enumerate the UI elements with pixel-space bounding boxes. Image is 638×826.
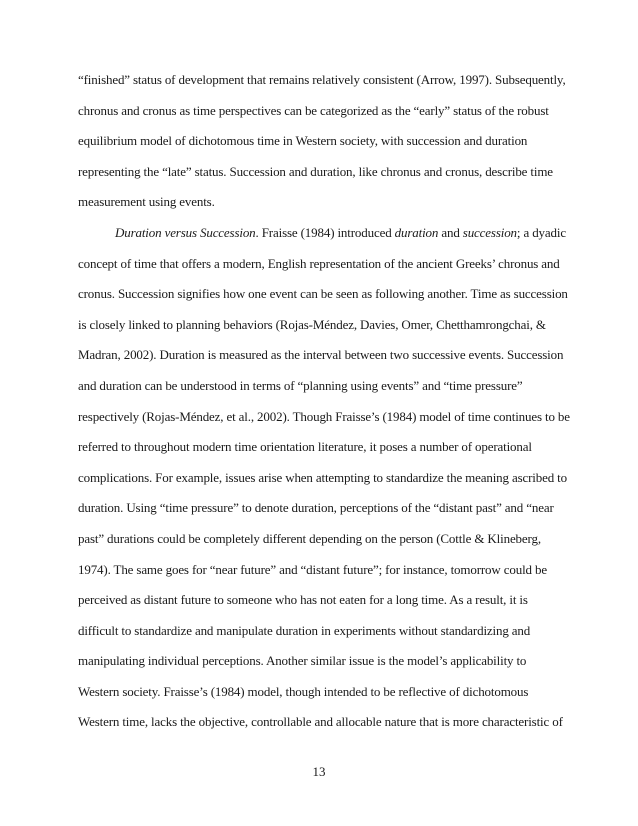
text-line: duration. Using “time pressure” to denote duration, perceptions of the “distant past” and “near	[78, 500, 554, 516]
text-span: and	[438, 224, 463, 240]
body-text	[78, 65, 570, 738]
text-line: representing the “late” status. Succession and duration, like chronus and cronus, describe time	[78, 163, 553, 179]
text-line: and duration can be understood in terms of “planning using events” and “time pressure”	[78, 377, 523, 393]
text-line: past” durations could be completely different depending on the person (Cottle & Klineberg,	[78, 530, 541, 546]
text-line: perceived as distant future to someone who has not eaten for a long time. As a result, it is	[78, 592, 528, 608]
text-line: Western time, lacks the objective, controllable and allocable nature that is more characteristic of	[78, 714, 563, 730]
paragraph-continued	[78, 65, 564, 218]
text-line: referred to throughout modern time orientation literature, it poses a number of operational	[78, 439, 532, 455]
text-span: ; a dyadic	[516, 224, 566, 240]
section-heading: Duration versus Succession	[115, 224, 256, 240]
text-line: “finished” status of development that remains relatively consistent (Arrow, 1997). Subsequently,	[78, 72, 566, 87]
term-duration: duration	[394, 224, 439, 240]
term-succession: succession	[462, 224, 517, 240]
text-line: difficult to standardize and manipulate duration in experiments without standardizing and	[78, 622, 531, 638]
text-line-first	[78, 218, 564, 249]
text-line: measurement using events.	[78, 194, 215, 210]
text-line: Madran, 2002). Duration is measured as the interval between two successive events. Succession	[78, 347, 564, 363]
text-line: Western society. Fraisse’s (1984) model, though intended to be reflective of dichotomous	[78, 683, 529, 699]
text-line: chronus and cronus as time perspectives can be categorized as the “early” status of the robust	[78, 102, 549, 118]
text-line: 1974). The same goes for “near future” and “distant future”; for instance, tomorrow could be	[78, 561, 547, 577]
text-line: complications. For example, issues arise when attempting to standardize the meaning ascribed to	[78, 469, 567, 485]
text-span: . Fraisse (1984) introduced	[255, 224, 395, 240]
text-line: concept of time that offers a modern, English representation of the ancient Greeks’ chronus and	[78, 255, 560, 271]
text-line: cronus. Succession signifies how one event can be seen as following another. Time as succession	[78, 286, 568, 302]
paragraph-duration-succession	[78, 218, 570, 738]
text-line: is closely linked to planning behaviors (Rojas-Méndez, Davies, Omer, Chetthamrongchai, &	[78, 316, 546, 332]
page-number: 13	[312, 764, 326, 779]
text-line: manipulating individual perceptions. Another similar issue is the model’s applicability to	[78, 653, 527, 669]
text-line: respectively (Rojas-Méndez, et al., 2002). Though Fraisse’s (1984) model of time continues to be	[78, 408, 570, 424]
text-line: equilibrium model of dichotomous time in Western society, with succession and duration	[78, 133, 528, 149]
